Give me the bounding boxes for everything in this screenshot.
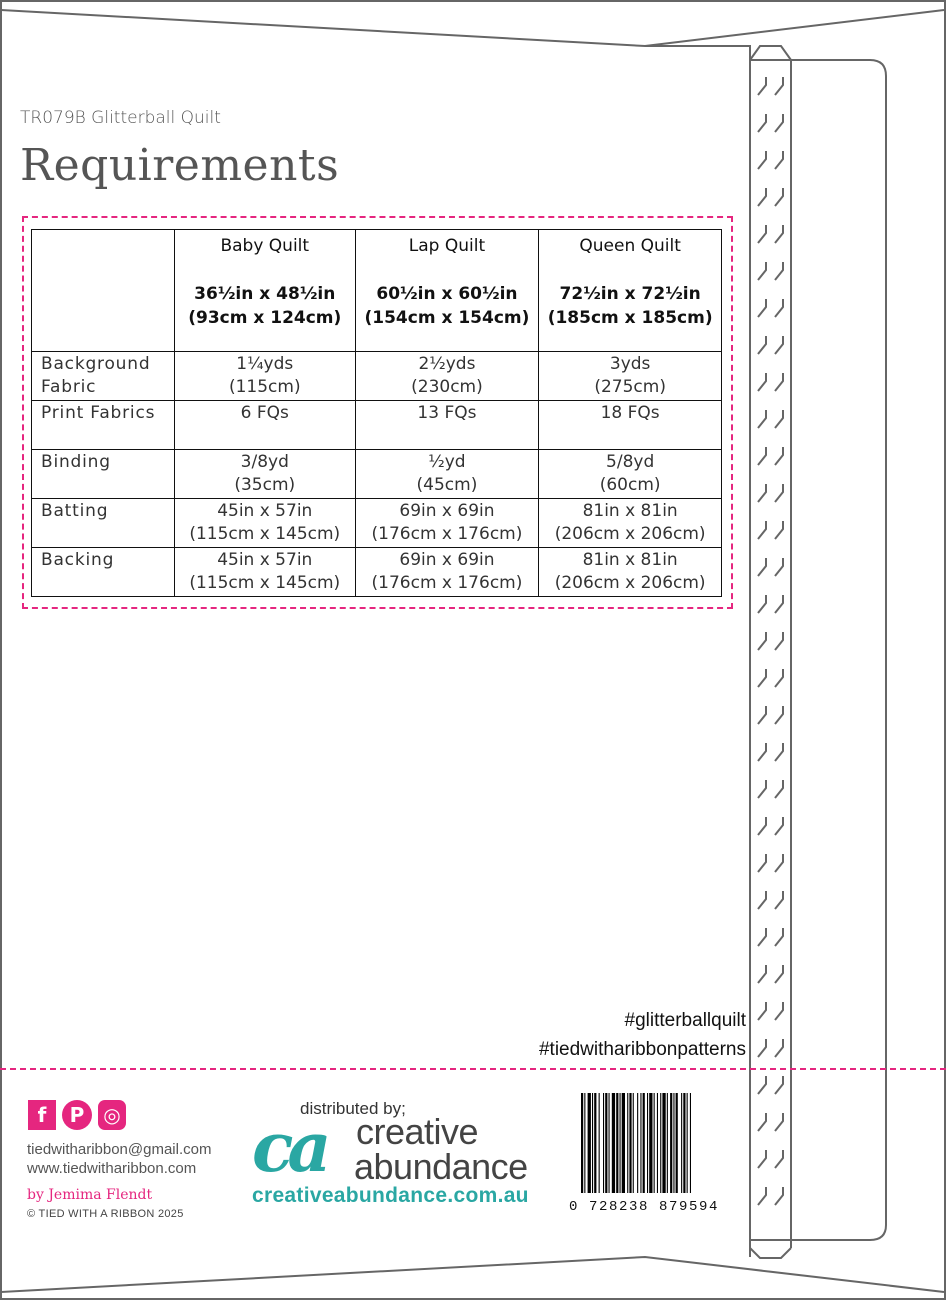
barcode-bar bbox=[633, 1093, 634, 1193]
spine-dash bbox=[758, 669, 766, 687]
table-corner-cell bbox=[32, 230, 175, 352]
pattern-code: TR079B Glitterball Quilt bbox=[20, 108, 221, 128]
table-cell: 69in x 69in (176cm x 176cm) bbox=[355, 548, 539, 597]
barcode-bar bbox=[616, 1093, 618, 1193]
spine-dash bbox=[775, 706, 783, 724]
barcode-bar bbox=[640, 1093, 641, 1193]
spine-dash bbox=[775, 558, 783, 576]
spine-dash bbox=[775, 521, 783, 539]
table-cell: 18 FQs bbox=[539, 401, 722, 450]
spine-dash bbox=[758, 410, 766, 428]
barcode-bar bbox=[647, 1093, 648, 1193]
distributor-name-line2: abundance bbox=[354, 1146, 528, 1187]
spine-dash bbox=[758, 1076, 766, 1094]
barcode-bar bbox=[654, 1093, 655, 1193]
spine-dash bbox=[758, 447, 766, 465]
spine-dashes bbox=[758, 77, 783, 1205]
barcode-bar bbox=[662, 1093, 665, 1193]
barcode-bar bbox=[588, 1093, 591, 1193]
spine-dash bbox=[758, 706, 766, 724]
spine-dash bbox=[775, 817, 783, 835]
spine-dash bbox=[775, 1039, 783, 1057]
spine-dash bbox=[775, 1187, 783, 1205]
barcode-bar bbox=[581, 1093, 583, 1193]
spine-dash bbox=[758, 521, 766, 539]
spine-dash bbox=[758, 225, 766, 243]
spine-dash bbox=[775, 780, 783, 798]
hashtag-glitterballquilt: #glitterballquilt bbox=[624, 1010, 746, 1031]
table-cell: 3/8yd (35cm) bbox=[174, 450, 355, 499]
barcode-bar bbox=[649, 1093, 652, 1193]
row-label: Batting bbox=[32, 499, 175, 548]
column-baby-quilt: Baby Quilt 36½in x 48½in (93cm x 124cm) bbox=[174, 230, 355, 352]
barcode-bar bbox=[676, 1093, 678, 1193]
barcode bbox=[569, 1091, 749, 1221]
spine-dash bbox=[775, 854, 783, 872]
spine-dash bbox=[775, 484, 783, 502]
spine-dash bbox=[758, 891, 766, 909]
spine-dash bbox=[775, 299, 783, 317]
spine-dash bbox=[775, 595, 783, 613]
barcode-bar bbox=[622, 1093, 625, 1193]
spine-dash bbox=[775, 1113, 783, 1131]
table-row-print-fabrics bbox=[32, 401, 722, 450]
barcode-bar bbox=[603, 1093, 604, 1193]
barcode-bar bbox=[592, 1093, 593, 1193]
spine-dash bbox=[775, 965, 783, 983]
spine-dash bbox=[758, 558, 766, 576]
table-cell: 6 FQs bbox=[174, 401, 355, 450]
spine-dash bbox=[775, 1150, 783, 1168]
distributed-by-label: distributed by; bbox=[300, 1099, 406, 1118]
table-cell: 69in x 69in (176cm x 176cm) bbox=[355, 499, 539, 548]
spine-dash bbox=[758, 1113, 766, 1131]
barcode-bars bbox=[569, 1091, 747, 1197]
spine-dash bbox=[775, 928, 783, 946]
table-row-batting bbox=[32, 499, 722, 548]
author-credit: by Jemima Flendt bbox=[27, 1187, 153, 1203]
distributor-url[interactable]: creativeabundance.com.au bbox=[252, 1184, 529, 1207]
social-icons bbox=[28, 1100, 126, 1130]
barcode-bar bbox=[637, 1093, 638, 1193]
spine-dash bbox=[758, 928, 766, 946]
spine-dash bbox=[775, 151, 783, 169]
barcode-bar bbox=[687, 1093, 688, 1193]
distributor-name-line1: creative bbox=[356, 1111, 479, 1152]
barcode-bar bbox=[629, 1093, 631, 1193]
spine-dash bbox=[758, 595, 766, 613]
table-cell: 5/8yd (60cm) bbox=[539, 450, 722, 499]
spine-dash bbox=[775, 891, 783, 909]
table-cell: 2½yds (230cm) bbox=[355, 352, 539, 401]
spine-dash bbox=[758, 484, 766, 502]
copyright-notice: © TIED WITH A RIBBON 2025 bbox=[27, 1208, 184, 1220]
spine-dash bbox=[775, 188, 783, 206]
spine-dash bbox=[775, 262, 783, 280]
contact-website[interactable]: www.tiedwitharibbon.com bbox=[27, 1160, 197, 1177]
creative-abundance-logo-mark: ca bbox=[252, 1108, 326, 1188]
barcode-bar bbox=[594, 1093, 596, 1193]
row-label: Binding bbox=[32, 450, 175, 499]
spine-dash bbox=[758, 114, 766, 132]
spine-dash bbox=[758, 151, 766, 169]
spine-dash bbox=[775, 336, 783, 354]
contact-email[interactable]: tiedwitharibbon@gmail.com bbox=[27, 1141, 212, 1158]
spine-dash bbox=[758, 336, 766, 354]
spine-dash bbox=[775, 225, 783, 243]
page-title: Requirements bbox=[20, 140, 340, 191]
table-cell: 3yds (275cm) bbox=[539, 352, 722, 401]
barcode-bar bbox=[584, 1093, 585, 1193]
spine-dash bbox=[775, 1076, 783, 1094]
spine-dash bbox=[775, 114, 783, 132]
barcode-bar bbox=[643, 1093, 645, 1193]
barcode-bar bbox=[657, 1093, 658, 1193]
spine-dash bbox=[758, 1150, 766, 1168]
footer-dashed-divider bbox=[0, 1068, 946, 1070]
spine-dash bbox=[758, 965, 766, 983]
barcode-number: 0 728238 879594 bbox=[569, 1199, 720, 1215]
barcode-bar bbox=[690, 1093, 691, 1193]
spine-dash bbox=[758, 632, 766, 650]
spine-dash bbox=[775, 669, 783, 687]
facebook-icon[interactable]: f bbox=[28, 1100, 56, 1130]
hashtag-tiedwitharibbonpatterns: #tiedwitharibbonpatterns bbox=[538, 1039, 746, 1060]
barcode-bar bbox=[660, 1093, 661, 1193]
instagram-icon[interactable]: ◎ bbox=[98, 1100, 126, 1130]
spine-dash bbox=[775, 77, 783, 95]
barcode-bar bbox=[609, 1093, 610, 1193]
row-label: Backing bbox=[32, 548, 175, 597]
column-queen-quilt: Queen Quilt 72½in x 72½in (185cm x 185cm) bbox=[539, 230, 722, 352]
table-cell: 45in x 57in (115cm x 145cm) bbox=[174, 499, 355, 548]
spine-dash bbox=[775, 632, 783, 650]
table-row-binding bbox=[32, 450, 722, 499]
spine-dash bbox=[758, 1039, 766, 1057]
pinterest-icon[interactable]: P bbox=[62, 1100, 92, 1130]
barcode-bar bbox=[627, 1093, 628, 1193]
table-row-background-fabric bbox=[32, 352, 722, 401]
barcode-bar bbox=[667, 1093, 668, 1193]
table-cell: ½yd (45cm) bbox=[355, 450, 539, 499]
row-label: Background Fabric bbox=[32, 352, 175, 401]
spine-dash bbox=[758, 817, 766, 835]
table-cell: 45in x 57in (115cm x 145cm) bbox=[174, 548, 355, 597]
spine-dash bbox=[775, 410, 783, 428]
spine-dash bbox=[758, 1187, 766, 1205]
barcode-bar bbox=[683, 1093, 685, 1193]
barcode-bar bbox=[681, 1093, 682, 1193]
requirements-table bbox=[31, 229, 722, 597]
column-lap-quilt: Lap Quilt 60½in x 60½in (154cm x 154cm) bbox=[355, 230, 539, 352]
spine-dash bbox=[775, 447, 783, 465]
table-cell: 81in x 81in (206cm x 206cm) bbox=[539, 499, 722, 548]
barcode-bar bbox=[612, 1093, 615, 1193]
barcode-bar bbox=[605, 1093, 607, 1193]
barcode-bar bbox=[673, 1093, 674, 1193]
barcode-bar bbox=[670, 1093, 672, 1193]
table-cell: 81in x 81in (206cm x 206cm) bbox=[539, 548, 722, 597]
table-header-row bbox=[32, 230, 722, 352]
spine-dash bbox=[758, 780, 766, 798]
barcode-bar bbox=[620, 1093, 621, 1193]
spine-dash bbox=[758, 299, 766, 317]
spine-dash bbox=[758, 77, 766, 95]
spine-dash bbox=[775, 1002, 783, 1020]
barcode-bar bbox=[599, 1093, 600, 1193]
spine-dash bbox=[775, 373, 783, 391]
spine-dash bbox=[758, 373, 766, 391]
row-label: Print Fabrics bbox=[32, 401, 175, 450]
spine-dash bbox=[758, 743, 766, 761]
spine-dash bbox=[758, 854, 766, 872]
spine-dash bbox=[758, 188, 766, 206]
table-row-backing bbox=[32, 548, 722, 597]
table-cell: 1¼yds (115cm) bbox=[174, 352, 355, 401]
spine-dash bbox=[775, 743, 783, 761]
spine-dash bbox=[758, 1002, 766, 1020]
spine-dash bbox=[758, 262, 766, 280]
table-cell: 13 FQs bbox=[355, 401, 539, 450]
